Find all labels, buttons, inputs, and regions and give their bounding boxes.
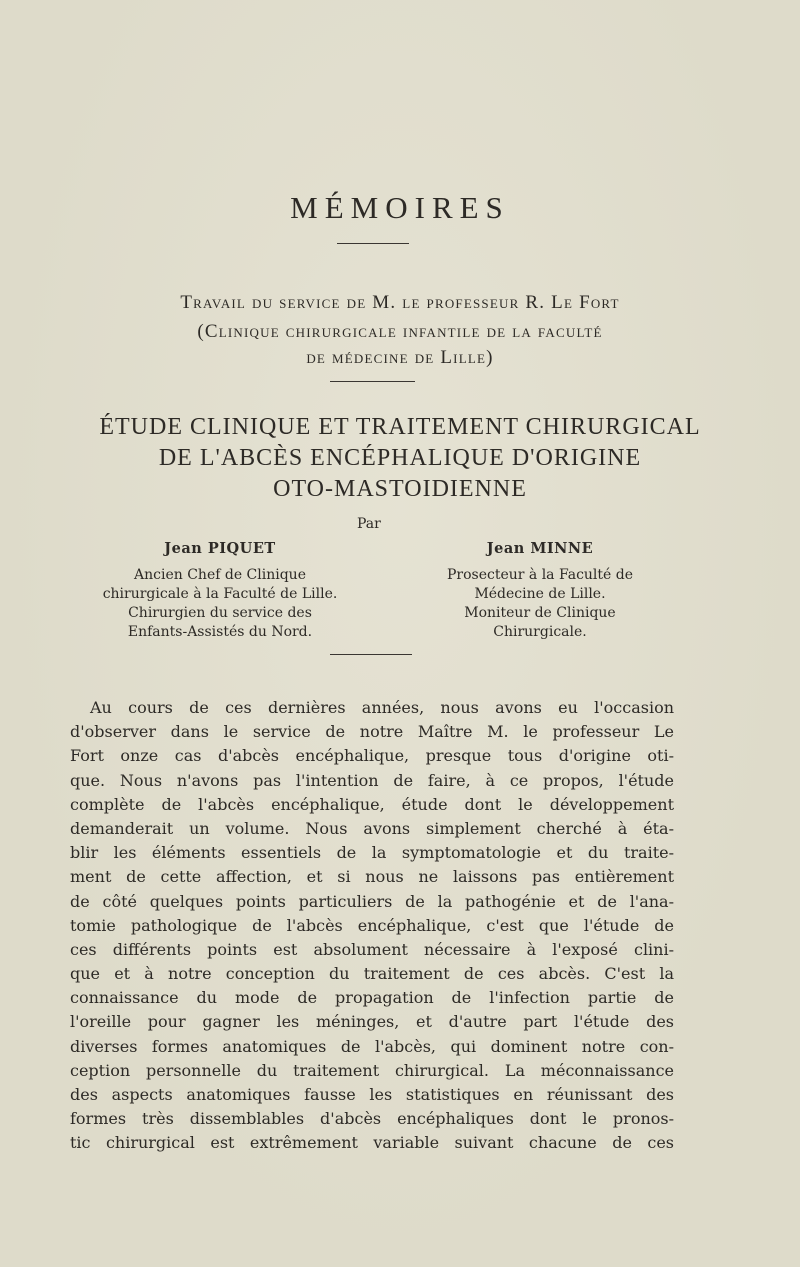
affiliation-line-3: de médecine de Lille) — [306, 347, 494, 368]
body-line: ception personnelle du traitement chirurgical. La méconnaissance — [70, 1060, 674, 1080]
body-line: de côté quelques points particuliers de la pathogénie et de l'ana- — [70, 891, 674, 911]
affiliation-line-1: Travail du service de M. le professeur R. Le Fort — [180, 292, 620, 313]
article-title-line-2: DE L'ABCÈS ENCÉPHALIQUE D'ORIGINE — [158, 445, 642, 471]
body-line: des aspects anatomiques fausse les statistiques en réunissant des — [70, 1085, 674, 1104]
author-name: Jean PIQUET — [164, 540, 276, 557]
article-title-line-1: ÉTUDE CLINIQUE ET TRAITEMENT CHIRURGICAL — [99, 414, 701, 440]
body-line: d'observer dans le service de notre Maître M. le professeur Le — [70, 722, 674, 742]
author-right — [402, 539, 678, 642]
body-line: tomie pathologique de l'abcès encéphalique, c'est que l'étude de — [70, 915, 674, 935]
divider-1 — [337, 243, 409, 244]
author-left — [50, 539, 390, 642]
body-line: ces différents points est absolument nécessaire à l'exposé clini- — [70, 939, 674, 959]
body-line: tic chirurgical est extrêmement variable suivant chacune de ces — [70, 1133, 674, 1153]
section-heading: MÉMOIRES — [290, 190, 510, 225]
author-credential: chirurgicale à la Faculté de Lille. — [102, 586, 338, 602]
author-credential: Médecine de Lille. — [474, 586, 606, 602]
body-line: blir les éléments essentiels de la symptomatologie et du traite- — [70, 843, 674, 863]
body-line: complète de l'abcès encéphalique, étude dont le développement — [70, 794, 674, 814]
body-line: Fort onze cas d'abcès encéphalique, presque tous d'origine oti- — [70, 746, 674, 766]
by-label: Par — [357, 516, 381, 532]
author-credential: Enfants-Assistés du Nord. — [127, 624, 313, 640]
author-credential: Prosecteur à la Faculté de — [446, 567, 634, 583]
body-line: l'oreille pour gagner les méninges, et d'autre part l'étude des — [70, 1012, 674, 1032]
body-line: diverses formes anatomiques de l'abcès, qui dominent notre con- — [70, 1036, 674, 1056]
body-line: ment de cette affection, et si nous ne laissons pas entièrement — [70, 867, 674, 887]
body-line: Au cours de ces dernières années, nous avons eu l'occasion — [90, 698, 674, 717]
body-paragraph — [70, 696, 674, 1156]
affiliation-line-2: (Clinique chirurgicale infantile de la faculté — [197, 321, 603, 342]
author-credential: Ancien Chef de Clinique — [134, 567, 306, 583]
author-credential: Chirurgien du service des — [128, 605, 312, 621]
body-line: que. Nous n'avons pas l'intention de faire, à ce propos, l'étude — [70, 770, 674, 790]
divider-3 — [330, 654, 412, 655]
article-title-line-3: OTO-MASTOIDIENNE — [273, 476, 527, 502]
divider-2 — [330, 381, 415, 382]
author-credential: Moniteur de Clinique — [464, 605, 616, 621]
body-line: que et à notre conception du traitement de ces abcès. C'est la — [70, 964, 674, 984]
author-credential: Chirurgicale. — [493, 624, 587, 640]
body-line: demanderait un volume. Nous avons simplement cherché à éta- — [70, 818, 674, 838]
body-line: formes très dissemblables d'abcès encéphaliques dont le pronos- — [70, 1109, 674, 1129]
author-name: Jean MINNE — [486, 540, 594, 557]
body-line: connaissance du mode de propagation de l'infection partie de — [70, 988, 674, 1008]
